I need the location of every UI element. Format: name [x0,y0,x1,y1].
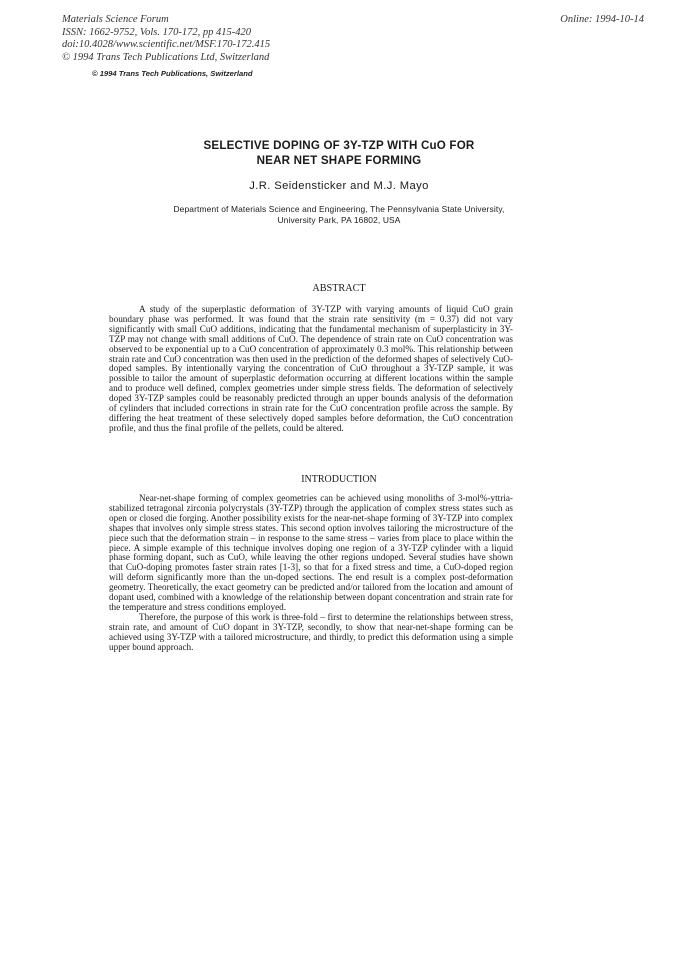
publisher-note: © 1994 Trans Tech Publications, Switzerland [92,69,253,78]
paper-title [0,138,678,168]
abstract-paragraph: A study of the superplastic deformation of 3Y-TZP with varying amounts of liquid CuO grain boundary phase was performed. It was found that the strain rate sensitivity (m = 0.37) did not vary significantly with small CuO additions, indicating that the fundamental mechanism of superplasticity in 3Y-TZP may not change with small additions of CuO. The dependence of strain rate on CuO concentration was observed to be exponential up to a CuO concentration of approximately 0.3 mol%. This relationship between strain rate and CuO concentration was then used in the prediction of the deformed shapes of selectively CuO-doped samples. By intentionally varying the concentration of CuO throughout a 3Y-TZP sample, it was possible to tailor the amount of superplastic deformation occurring at different locations within the sample and to produce well defined, complex geometries under simple stress fields. The deformation of selectively doped 3Y-TZP samples could be reasonably predicted through an upper bounds analysis of the deformation of cylinders that included corrections in strain rate for the CuO concentration profile across the sample. By differing the heat treatment of these selectively doped samples before deformation, the CuO concentration profile, and thus the final profile of the pellets, could be altered. [109,304,513,433]
authors: J.R. Seidensticker and M.J. Mayo [249,180,429,192]
doi-line[interactable]: doi:10.4028/www.scientific.net/MSF.170-172.415 [62,39,271,51]
affiliation-line-2: University Park, PA 16802, USA [277,215,401,226]
introduction-body [109,494,513,653]
intro-paragraph-2: Therefore, the purpose of this work is three-fold – first to determine the relationships between stress, strain rate, and amount of CuO dopant in 3Y-TZP, secondly, to show that near-net-shape forming can be achieved using 3Y-TZP with a tailored microstructure, and thirdly, to predict this deformation using a simple upper bound approach. [109,611,513,652]
introduction-heading: INTRODUCTION [301,474,377,485]
affiliation [0,204,678,226]
copyright-line: © 1994 Trans Tech Publications Ltd, Switzerland [62,51,270,63]
title-line-1: SELECTIVE DOPING OF 3Y-TZP WITH CuO FOR [203,139,475,152]
journal-name: Materials Science Forum [62,14,169,25]
online-date: Online: 1994-10-14 [560,14,644,25]
abstract-body [109,305,513,434]
title-line-2: NEAR NET SHAPE FORMING [256,154,422,167]
journal-header [62,14,622,64]
affiliation-line-1: Department of Materials Science and Engineering, The Pennsylvania State University, [173,204,505,214]
issn-line: ISSN: 1662-9752, Vols. 170-172, pp 415-420 [62,26,251,38]
intro-paragraph-1: Near-net-shape forming of complex geometries can be achieved using monoliths of 3-mol%-yttria-stabilized tetragonal zirconia polycrystals (3Y-TZP) through the application of complex stress states such as open or closed die forging. Another possibility exists for the near-net-shape forming of 3Y-TZP into complex shapes that involves only simple stress states. This second option involves tailoring the microstructure of the piece such that the deformation strain – in response to the same stress – varies from place to place within the piece. A simple example of this technique involves doping one region of a 3Y-TZP cylinder with a liquid phase forming dopant, such as CuO, while leaving the other regions undoped. Several studies have shown that CuO-doping promotes faster strain rates [1-3], so that for a fixed stress and time, a CuO-doped region will deform significantly more than the un-doped sections. The end result is a complex post-deformation geometry. Theoretically, the exact geometry can be predicted and/or tailored from the location and amount of dopant used, combined with a knowledge of the relationship between dopant concentration and strain rate for the temperature and stress conditions employed. [109,493,513,612]
abstract-heading: ABSTRACT [312,283,366,294]
